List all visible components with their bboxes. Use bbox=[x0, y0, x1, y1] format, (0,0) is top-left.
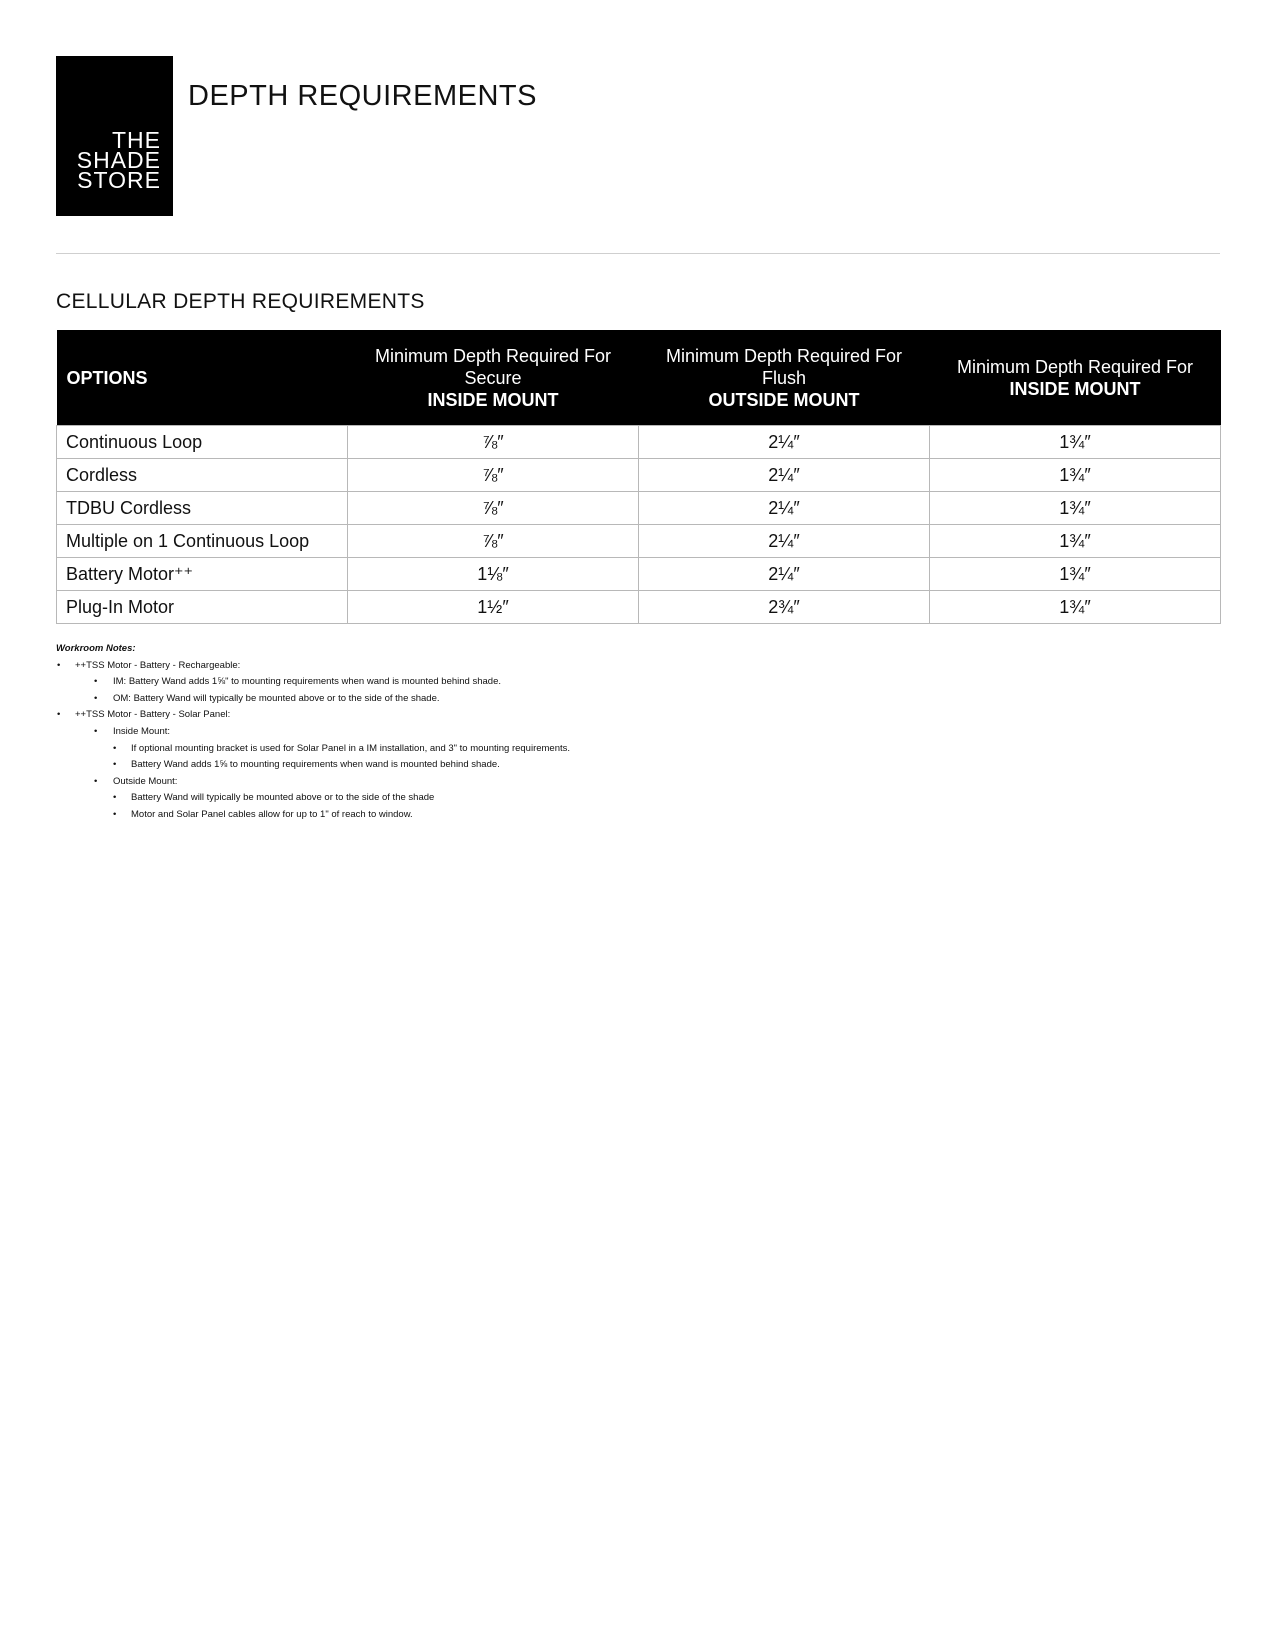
depth-value: 1¾″ bbox=[930, 558, 1221, 591]
depth-value: 2¼″ bbox=[639, 492, 930, 525]
column-header-inside bbox=[930, 330, 1221, 426]
note-item bbox=[56, 741, 570, 758]
column-header-strong: INSIDE MOUNT bbox=[427, 389, 559, 410]
note-text: Outside Mount: bbox=[113, 775, 178, 787]
column-header-flush-outside bbox=[639, 330, 930, 426]
column-header-light: Minimum Depth Required For Flush bbox=[665, 345, 903, 388]
note-item bbox=[56, 691, 570, 708]
note-item bbox=[56, 658, 570, 675]
option-name: Battery Motor⁺⁺ bbox=[57, 558, 348, 591]
note-text: Battery Wand adds 1⅝ to mounting requirements when wand is mounted behind shade. bbox=[131, 759, 500, 771]
depth-value: 1¾″ bbox=[930, 492, 1221, 525]
bullet-icon: • bbox=[94, 692, 98, 704]
logo-line-2: SHADE bbox=[76, 147, 161, 173]
depth-value: 2¼″ bbox=[639, 459, 930, 492]
column-header-strong: OUTSIDE MOUNT bbox=[708, 389, 860, 410]
note-text: Motor and Solar Panel cables allow for up to 1" of reach to window. bbox=[131, 808, 413, 820]
note-text: If optional mounting bracket is used for Solar Panel in a IM installation, and 3" to mounting requirements. bbox=[131, 742, 571, 754]
note-item bbox=[56, 790, 570, 807]
note-item bbox=[56, 774, 570, 791]
table-row bbox=[57, 558, 1221, 591]
note-text: Battery Wand will typically be mounted above or to the side of the shade bbox=[131, 792, 435, 804]
option-name: Cordless bbox=[57, 459, 348, 492]
note-item bbox=[56, 674, 570, 691]
depth-value: 1⅛″ bbox=[348, 558, 639, 591]
note-text: OM: Battery Wand will typically be mounted above or to the side of the shade. bbox=[113, 692, 440, 704]
depth-value: 1¾″ bbox=[930, 426, 1221, 459]
logo-line-3: STORE bbox=[77, 167, 161, 193]
bullet-icon: • bbox=[57, 659, 61, 671]
note-text: ++TSS Motor - Battery - Rechargeable: bbox=[75, 659, 241, 671]
brand-logo bbox=[56, 56, 173, 216]
bullet-icon: • bbox=[113, 759, 117, 771]
table-header-row bbox=[57, 330, 1221, 426]
note-item bbox=[56, 807, 570, 824]
depth-value: 1¾″ bbox=[930, 591, 1221, 624]
workroom-notes bbox=[56, 641, 570, 824]
bullet-icon: • bbox=[113, 742, 117, 754]
note-text: Inside Mount: bbox=[113, 725, 171, 737]
page-title: DEPTH REQUIREMENTS bbox=[188, 80, 537, 112]
bullet-icon: • bbox=[94, 775, 98, 787]
depth-value: 2¾″ bbox=[639, 591, 930, 624]
column-header-light: Minimum Depth Required For bbox=[956, 356, 1194, 377]
table-row bbox=[57, 459, 1221, 492]
depth-value: 2¼″ bbox=[639, 558, 930, 591]
option-name: Continuous Loop bbox=[57, 426, 348, 459]
note-item bbox=[56, 707, 570, 724]
depth-value: 2¼″ bbox=[639, 525, 930, 558]
option-name: Plug-In Motor bbox=[57, 591, 348, 624]
header-divider bbox=[56, 253, 1220, 254]
table-row bbox=[57, 426, 1221, 459]
note-item bbox=[56, 724, 570, 741]
option-name: Multiple on 1 Continuous Loop bbox=[57, 525, 348, 558]
depth-value: ⅞″ bbox=[348, 492, 639, 525]
column-header-secure-inside bbox=[348, 330, 639, 426]
column-header-light: Minimum Depth Required For Secure bbox=[374, 345, 612, 388]
options-header: OPTIONS bbox=[57, 330, 348, 426]
bullet-icon: • bbox=[113, 808, 117, 820]
note-text: IM: Battery Wand adds 1⅝" to mounting requirements when wand is mounted behind shade. bbox=[113, 676, 501, 688]
depth-value: 1¾″ bbox=[930, 525, 1221, 558]
depth-value: 1¾″ bbox=[930, 459, 1221, 492]
table-row bbox=[57, 591, 1221, 624]
depth-value: 1½″ bbox=[348, 591, 639, 624]
note-text: ++TSS Motor - Battery - Solar Panel: bbox=[75, 709, 231, 721]
option-name: TDBU Cordless bbox=[57, 492, 348, 525]
depth-value: ⅞″ bbox=[348, 426, 639, 459]
bullet-icon: • bbox=[57, 709, 61, 721]
notes-title: Workroom Notes: bbox=[56, 643, 136, 654]
depth-value: ⅞″ bbox=[348, 525, 639, 558]
note-item bbox=[56, 757, 570, 774]
bullet-icon: • bbox=[113, 792, 117, 804]
depth-value: 2¼″ bbox=[639, 426, 930, 459]
depth-value: ⅞″ bbox=[348, 459, 639, 492]
logo-line-1: THE bbox=[112, 127, 161, 153]
bullet-icon: • bbox=[94, 725, 98, 737]
bullet-icon: • bbox=[94, 676, 98, 688]
depth-requirements-table bbox=[56, 330, 1221, 624]
table-row bbox=[57, 492, 1221, 525]
table-row bbox=[57, 525, 1221, 558]
section-title: CELLULAR DEPTH REQUIREMENTS bbox=[56, 290, 425, 313]
column-header-strong: INSIDE MOUNT bbox=[1009, 378, 1141, 399]
